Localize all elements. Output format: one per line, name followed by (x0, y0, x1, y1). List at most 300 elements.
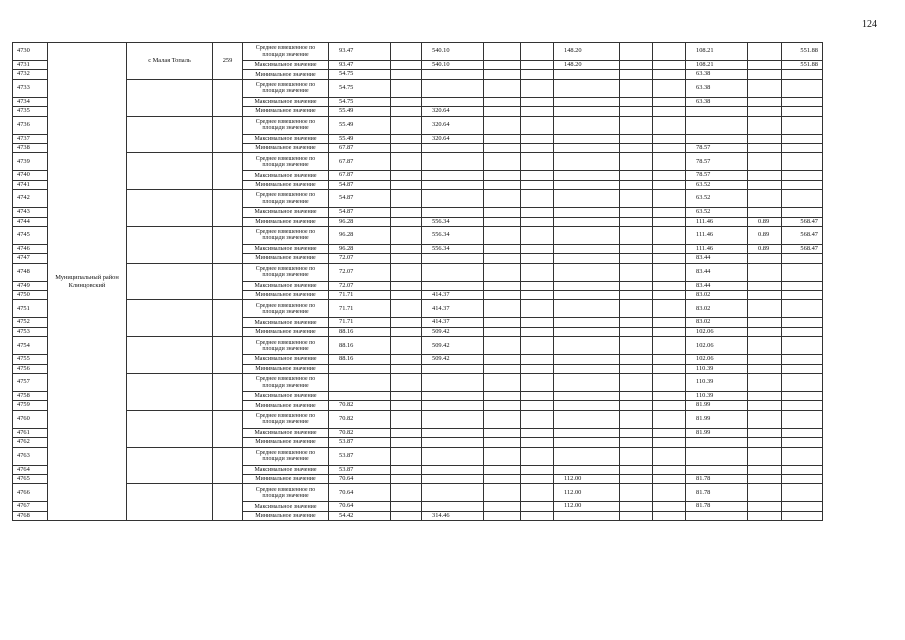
value-cell (748, 190, 782, 208)
metric-label: Минимальное значение (243, 254, 329, 263)
value-cell: 72.07 (329, 254, 391, 263)
value-cell: 83.44 (686, 263, 748, 281)
value-cell (748, 337, 782, 355)
settlement-name (127, 337, 213, 374)
value-cell (422, 281, 484, 290)
value-cell (782, 484, 823, 502)
value-cell: 63.52 (686, 208, 748, 217)
value-cell (521, 428, 554, 437)
value-cell: 314.46 (422, 511, 484, 520)
settlement-name (127, 484, 213, 521)
value-cell (484, 337, 521, 355)
settlement-name (127, 226, 213, 263)
value-cell (620, 392, 653, 401)
value-cell (653, 79, 686, 97)
row-id: 4746 (13, 244, 48, 253)
value-cell (782, 180, 823, 189)
value-cell (391, 474, 422, 483)
value-cell (653, 254, 686, 263)
value-cell: 55.49 (329, 134, 391, 143)
metric-label: Среднее взвешенное по площади значение (243, 153, 329, 171)
value-cell (782, 281, 823, 290)
value-cell (653, 61, 686, 70)
value-cell: 556.34 (422, 217, 484, 226)
value-cell (620, 281, 653, 290)
value-cell: 102.06 (686, 355, 748, 364)
value-cell (521, 244, 554, 253)
value-cell (620, 474, 653, 483)
value-cell (422, 438, 484, 447)
value-cell (484, 143, 521, 152)
value-cell (422, 410, 484, 428)
metric-label: Среднее взвешенное по площади значение (243, 263, 329, 281)
value-cell (391, 79, 422, 97)
value-cell (521, 465, 554, 474)
value-cell (422, 392, 484, 401)
population (213, 484, 243, 521)
value-cell (391, 153, 422, 171)
value-cell (391, 97, 422, 106)
value-cell: 108.21 (686, 61, 748, 70)
value-cell (521, 134, 554, 143)
metric-label: Максимальное значение (243, 61, 329, 70)
value-cell (554, 374, 620, 392)
value-cell: 112.00 (554, 502, 620, 511)
value-cell: 81.78 (686, 474, 748, 483)
value-cell (653, 484, 686, 502)
value-cell: 54.75 (329, 79, 391, 97)
row-id: 4749 (13, 281, 48, 290)
value-cell (521, 226, 554, 244)
value-cell (653, 401, 686, 410)
value-cell: 556.34 (422, 226, 484, 244)
value-cell (521, 254, 554, 263)
value-cell: 67.87 (329, 153, 391, 171)
value-cell (554, 511, 620, 520)
value-cell (554, 244, 620, 253)
value-cell (653, 208, 686, 217)
value-cell (391, 318, 422, 327)
value-cell (748, 171, 782, 180)
value-cell (391, 281, 422, 290)
value-cell (620, 134, 653, 143)
value-cell (484, 61, 521, 70)
value-cell: 83.02 (686, 300, 748, 318)
value-cell (748, 254, 782, 263)
value-cell (391, 511, 422, 520)
value-cell (391, 300, 422, 318)
value-cell (620, 79, 653, 97)
value-cell (554, 180, 620, 189)
value-cell (484, 484, 521, 502)
value-cell (422, 208, 484, 217)
value-cell: 81.99 (686, 428, 748, 437)
value-cell (391, 134, 422, 143)
value-cell (748, 153, 782, 171)
value-cell (653, 70, 686, 79)
settlement-name (127, 116, 213, 153)
row-id: 4741 (13, 180, 48, 189)
settlement-name (127, 410, 213, 447)
value-cell (748, 318, 782, 327)
value-cell (620, 374, 653, 392)
value-cell (782, 438, 823, 447)
value-cell (422, 143, 484, 152)
table-row (13, 484, 823, 502)
value-cell (521, 217, 554, 226)
value-cell: 88.16 (329, 337, 391, 355)
table-row (13, 116, 823, 134)
value-cell (554, 410, 620, 428)
value-cell (782, 116, 823, 134)
row-id: 4750 (13, 291, 48, 300)
value-cell: 93.47 (329, 43, 391, 61)
value-cell (686, 116, 748, 134)
value-cell (782, 447, 823, 465)
row-id: 4767 (13, 502, 48, 511)
value-cell (653, 337, 686, 355)
value-cell: 83.44 (686, 254, 748, 263)
value-cell (484, 244, 521, 253)
row-id: 4733 (13, 79, 48, 97)
row-id: 4759 (13, 401, 48, 410)
value-cell (748, 70, 782, 79)
metric-label: Минимальное значение (243, 474, 329, 483)
value-cell: 54.87 (329, 180, 391, 189)
metric-label: Максимальное значение (243, 392, 329, 401)
value-cell (554, 254, 620, 263)
value-cell (484, 107, 521, 116)
value-cell (686, 107, 748, 116)
value-cell (422, 428, 484, 437)
value-cell (748, 61, 782, 70)
value-cell (422, 401, 484, 410)
row-id: 4761 (13, 428, 48, 437)
value-cell (391, 428, 422, 437)
row-id: 4757 (13, 374, 48, 392)
value-cell: 540.10 (422, 61, 484, 70)
value-cell (521, 438, 554, 447)
value-cell (422, 190, 484, 208)
value-cell (391, 61, 422, 70)
value-cell (653, 300, 686, 318)
metric-label: Минимальное значение (243, 401, 329, 410)
data-table (12, 42, 823, 521)
value-cell (782, 263, 823, 281)
metric-label: Минимальное значение (243, 107, 329, 116)
value-cell (748, 291, 782, 300)
population (213, 447, 243, 484)
value-cell: 54.75 (329, 70, 391, 79)
value-cell (391, 447, 422, 465)
value-cell (620, 153, 653, 171)
value-cell (521, 116, 554, 134)
value-cell (620, 263, 653, 281)
value-cell (484, 70, 521, 79)
value-cell (422, 70, 484, 79)
value-cell (620, 291, 653, 300)
value-cell: 112.00 (554, 484, 620, 502)
metric-label: Минимальное значение (243, 70, 329, 79)
value-cell: 108.21 (686, 43, 748, 61)
value-cell: 55.49 (329, 116, 391, 134)
value-cell (554, 318, 620, 327)
value-cell (653, 364, 686, 373)
row-id: 4760 (13, 410, 48, 428)
value-cell (521, 401, 554, 410)
value-cell (422, 474, 484, 483)
row-id: 4745 (13, 226, 48, 244)
value-cell (484, 392, 521, 401)
value-cell (782, 355, 823, 364)
value-cell (484, 97, 521, 106)
value-cell: 320.64 (422, 134, 484, 143)
value-cell (748, 474, 782, 483)
value-cell: 81.78 (686, 484, 748, 502)
value-cell: 71.71 (329, 300, 391, 318)
row-id: 4765 (13, 474, 48, 483)
value-cell (422, 447, 484, 465)
value-cell (422, 180, 484, 189)
table-row (13, 190, 823, 208)
value-cell (391, 337, 422, 355)
value-cell (554, 447, 620, 465)
value-cell (391, 180, 422, 189)
value-cell (782, 410, 823, 428)
value-cell: 93.47 (329, 61, 391, 70)
value-cell (422, 153, 484, 171)
value-cell (748, 97, 782, 106)
metric-label: Среднее взвешенное по площади значение (243, 116, 329, 134)
value-cell (484, 153, 521, 171)
value-cell (653, 374, 686, 392)
value-cell (782, 327, 823, 336)
value-cell (484, 208, 521, 217)
value-cell: 96.28 (329, 217, 391, 226)
value-cell (653, 43, 686, 61)
value-cell (620, 217, 653, 226)
value-cell (748, 116, 782, 134)
value-cell: 509.42 (422, 355, 484, 364)
metric-label: Среднее взвешенное по площади значение (243, 374, 329, 392)
value-cell (554, 465, 620, 474)
metric-label: Среднее взвешенное по площади значение (243, 300, 329, 318)
value-cell (782, 428, 823, 437)
value-cell (653, 190, 686, 208)
value-cell (782, 465, 823, 474)
value-cell (782, 318, 823, 327)
value-cell (422, 263, 484, 281)
value-cell (748, 107, 782, 116)
value-cell: 0.89 (748, 217, 782, 226)
value-cell: 96.28 (329, 244, 391, 253)
row-id: 4734 (13, 97, 48, 106)
value-cell (484, 226, 521, 244)
metric-label: Минимальное значение (243, 327, 329, 336)
value-cell (329, 364, 391, 373)
value-cell: 551.88 (782, 61, 823, 70)
population: 259 (213, 43, 243, 80)
value-cell (484, 180, 521, 189)
value-cell (554, 327, 620, 336)
value-cell (686, 511, 748, 520)
value-cell (484, 410, 521, 428)
value-cell (391, 263, 422, 281)
row-id: 4744 (13, 217, 48, 226)
metric-label: Максимальное значение (243, 281, 329, 290)
value-cell (391, 355, 422, 364)
value-cell (620, 226, 653, 244)
value-cell: 78.57 (686, 171, 748, 180)
population (213, 116, 243, 153)
value-cell (554, 438, 620, 447)
value-cell: 88.16 (329, 327, 391, 336)
value-cell (620, 401, 653, 410)
value-cell (653, 171, 686, 180)
row-id: 4766 (13, 484, 48, 502)
value-cell (686, 438, 748, 447)
value-cell (653, 217, 686, 226)
value-cell (554, 217, 620, 226)
table-row (13, 226, 823, 244)
value-cell: 67.87 (329, 143, 391, 152)
value-cell: 96.28 (329, 226, 391, 244)
value-cell (521, 281, 554, 290)
value-cell (484, 116, 521, 134)
value-cell (484, 171, 521, 180)
row-id: 4739 (13, 153, 48, 171)
value-cell (620, 502, 653, 511)
value-cell (484, 190, 521, 208)
value-cell (391, 208, 422, 217)
metric-label: Максимальное значение (243, 171, 329, 180)
value-cell (422, 364, 484, 373)
value-cell (748, 438, 782, 447)
value-cell: 70.82 (329, 410, 391, 428)
metric-label: Минимальное значение (243, 180, 329, 189)
value-cell (782, 97, 823, 106)
value-cell (748, 143, 782, 152)
value-cell: 414.37 (422, 318, 484, 327)
row-id: 4738 (13, 143, 48, 152)
value-cell (521, 355, 554, 364)
value-cell (391, 43, 422, 61)
value-cell: 54.75 (329, 97, 391, 106)
row-id: 4730 (13, 43, 48, 61)
table-row (13, 153, 823, 171)
value-cell (620, 484, 653, 502)
value-cell: 54.87 (329, 208, 391, 217)
value-cell: 102.06 (686, 337, 748, 355)
value-cell: 320.64 (422, 107, 484, 116)
row-id: 4736 (13, 116, 48, 134)
value-cell (748, 43, 782, 61)
value-cell (554, 208, 620, 217)
value-cell (554, 281, 620, 290)
value-cell: 71.71 (329, 318, 391, 327)
table-row (13, 300, 823, 318)
value-cell (391, 217, 422, 226)
value-cell (686, 134, 748, 143)
value-cell (620, 447, 653, 465)
value-cell: 78.57 (686, 153, 748, 171)
value-cell (391, 244, 422, 253)
value-cell (620, 428, 653, 437)
value-cell (748, 484, 782, 502)
value-cell (653, 226, 686, 244)
value-cell (422, 79, 484, 97)
value-cell (521, 447, 554, 465)
row-id: 4748 (13, 263, 48, 281)
metric-label: Максимальное значение (243, 318, 329, 327)
value-cell (391, 143, 422, 152)
value-cell (521, 61, 554, 70)
value-cell (521, 291, 554, 300)
value-cell: 556.34 (422, 244, 484, 253)
value-cell (653, 428, 686, 437)
value-cell (554, 70, 620, 79)
value-cell (653, 143, 686, 152)
table-row (13, 374, 823, 392)
value-cell: 70.64 (329, 502, 391, 511)
value-cell (554, 79, 620, 97)
value-cell (484, 364, 521, 373)
value-cell (653, 502, 686, 511)
value-cell (484, 43, 521, 61)
value-cell (521, 392, 554, 401)
value-cell (554, 428, 620, 437)
value-cell (422, 171, 484, 180)
value-cell (620, 244, 653, 253)
value-cell (620, 61, 653, 70)
value-cell (484, 465, 521, 474)
value-cell (391, 254, 422, 263)
row-id: 4758 (13, 392, 48, 401)
value-cell (391, 392, 422, 401)
metric-label: Среднее взвешенное по площади значение (243, 410, 329, 428)
value-cell (484, 355, 521, 364)
value-cell (391, 374, 422, 392)
settlement-name: с Малая Топаль (127, 43, 213, 80)
population (213, 190, 243, 227)
value-cell: 70.64 (329, 484, 391, 502)
value-cell (748, 374, 782, 392)
value-cell (484, 254, 521, 263)
value-cell (521, 474, 554, 483)
value-cell (782, 374, 823, 392)
value-cell (620, 465, 653, 474)
value-cell (782, 502, 823, 511)
value-cell: 53.87 (329, 447, 391, 465)
value-cell (521, 79, 554, 97)
value-cell (391, 190, 422, 208)
metric-label: Среднее взвешенное по площади значение (243, 190, 329, 208)
value-cell (686, 447, 748, 465)
value-cell (484, 318, 521, 327)
value-cell (686, 465, 748, 474)
value-cell (422, 465, 484, 474)
value-cell: 53.87 (329, 438, 391, 447)
value-cell: 63.52 (686, 180, 748, 189)
value-cell (620, 254, 653, 263)
metric-label: Максимальное значение (243, 502, 329, 511)
value-cell (748, 300, 782, 318)
value-cell (484, 134, 521, 143)
value-cell: 83.02 (686, 291, 748, 300)
value-cell (521, 70, 554, 79)
settlement-name (127, 300, 213, 337)
metric-label: Максимальное значение (243, 97, 329, 106)
